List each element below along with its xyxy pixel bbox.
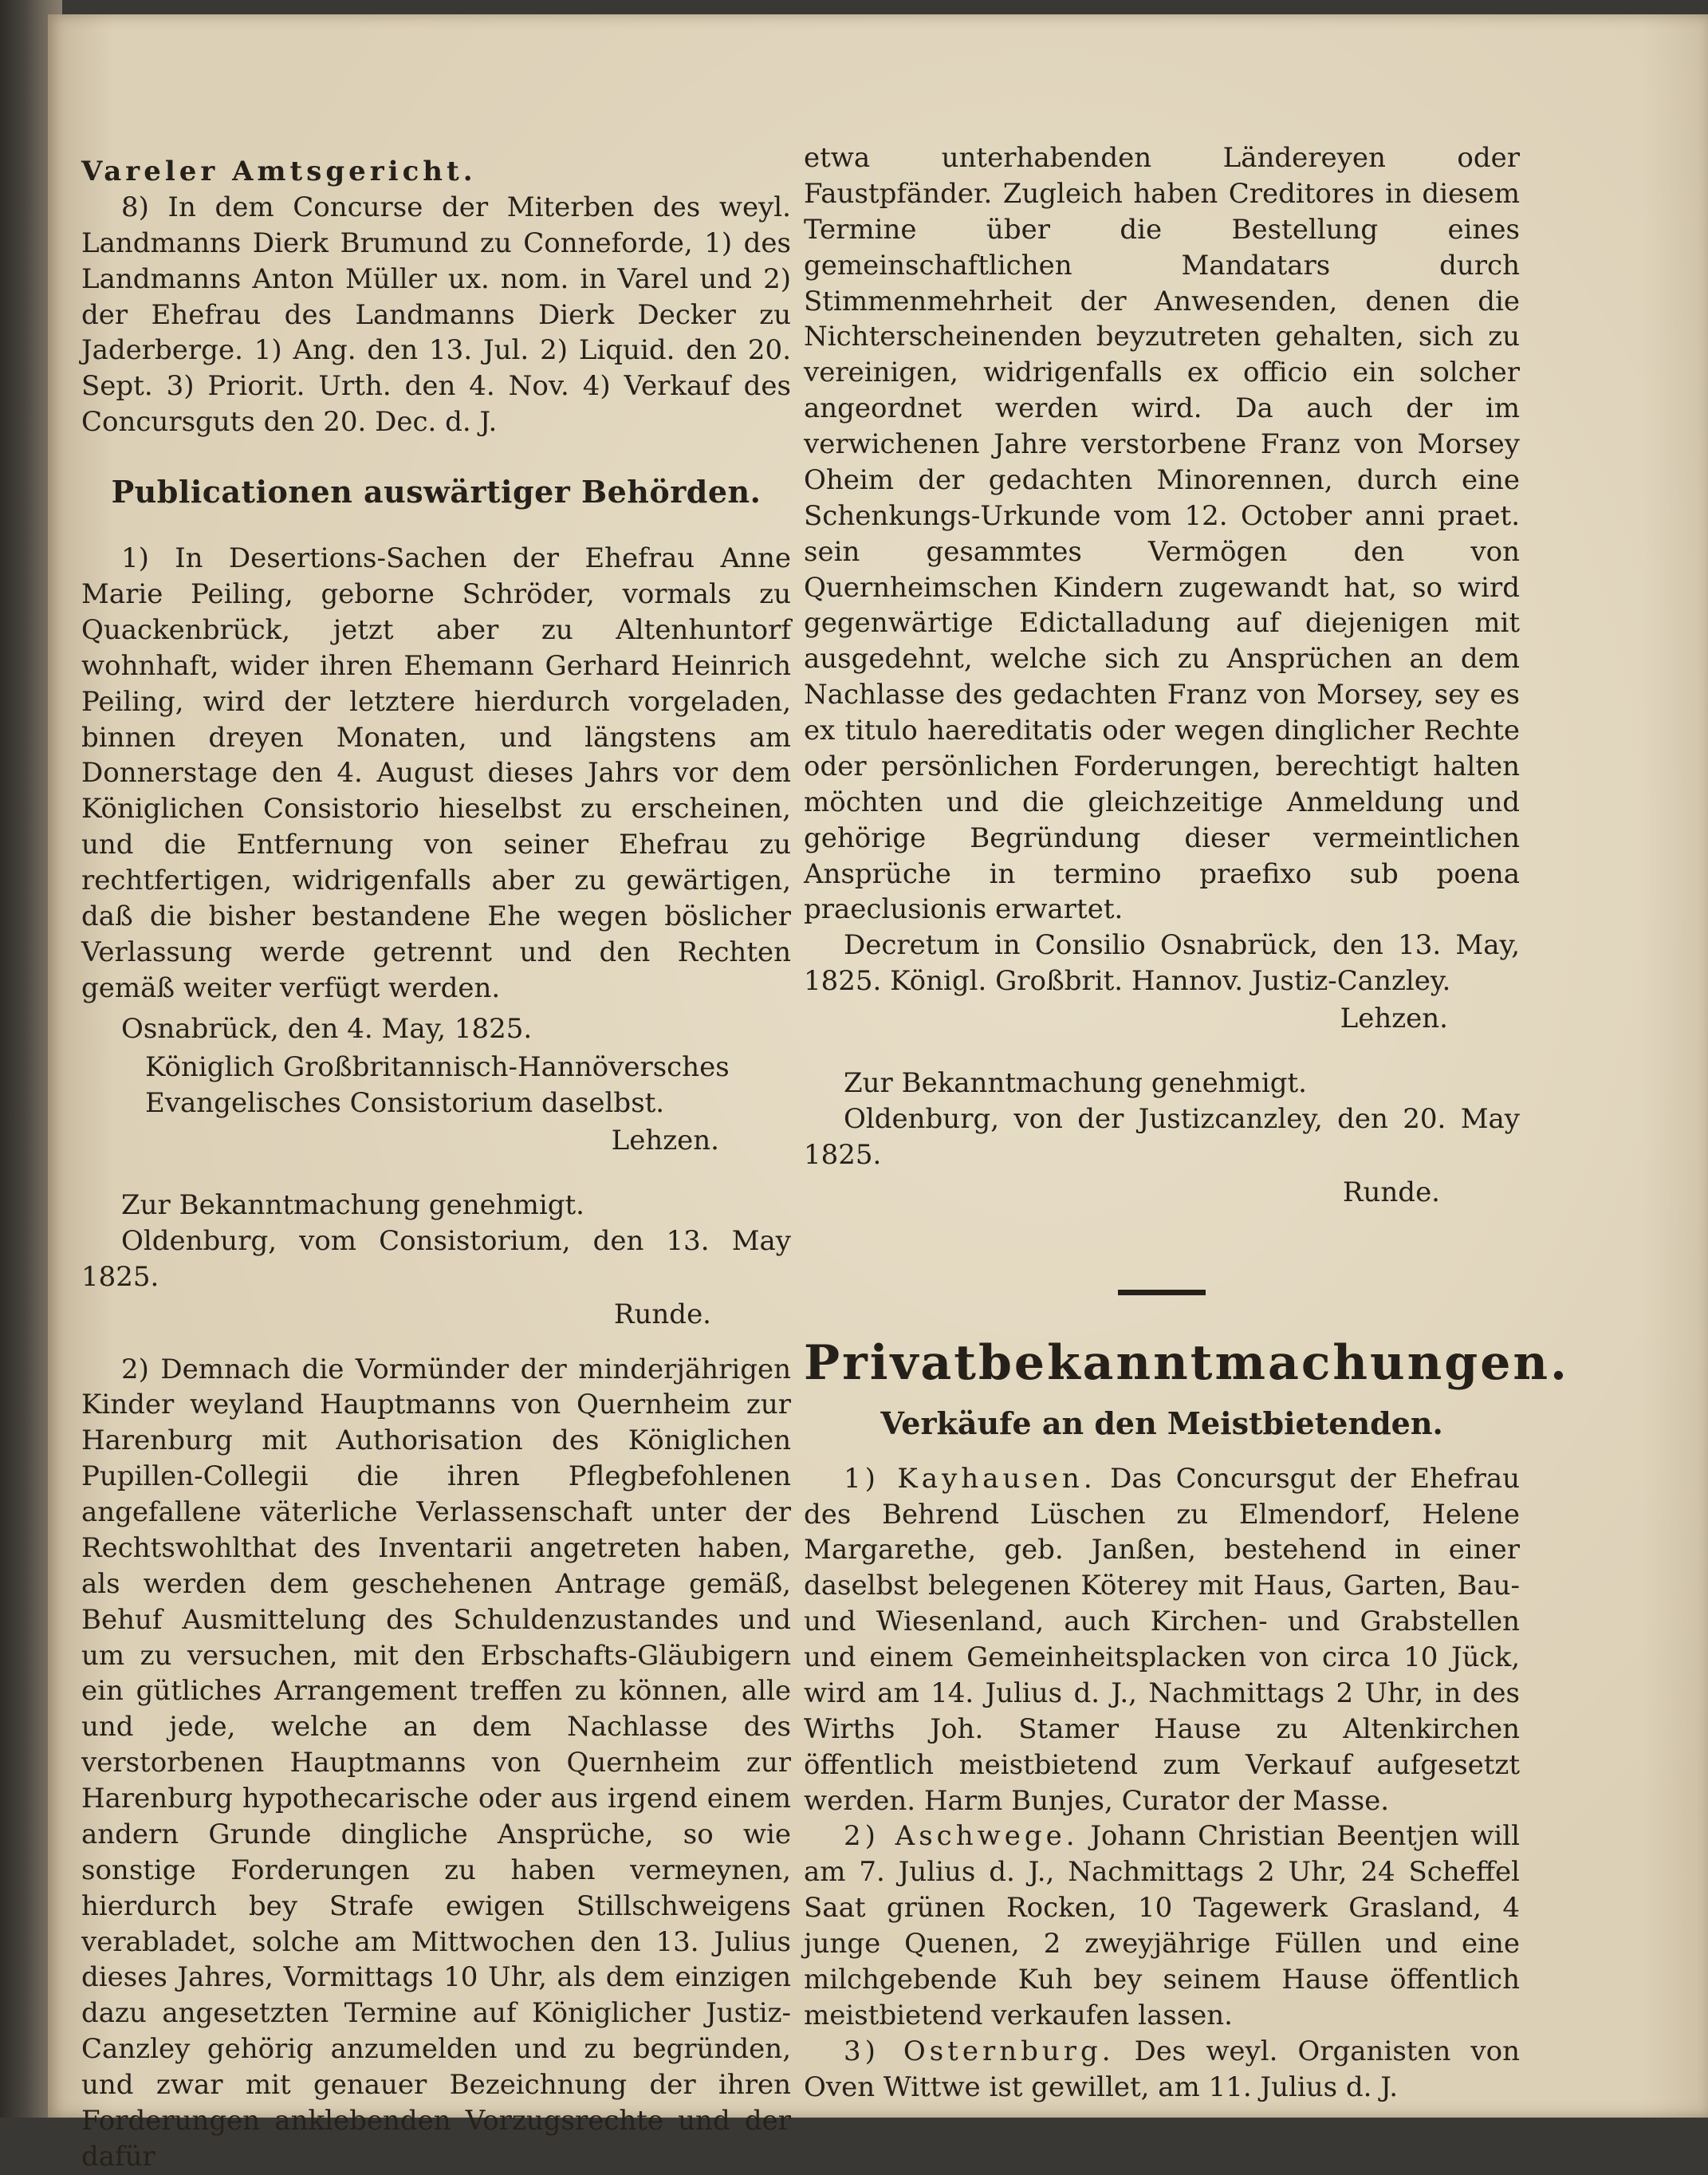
- court-heading: Vareler Amtsgericht.: [81, 156, 477, 187]
- sale-2-place: 2) Aschwege.: [844, 1820, 1079, 1853]
- approval-notice-1: Zur Bekanntmachung genehmigt.: [121, 1189, 584, 1222]
- paragraph-8: 8) In dem Concurse der Miterben des weyl. Landmanns Dierk Brumund zu Conneforde, 1) des Landmanns Anton Müller ux. nom. in Varel und 2) der Ehefrau des Landmanns Dierk Decker zu Jaderberge. 1) Ang. den 13. Jul. 2) Liquid. den 20. Sept. 3) Priorit. Urth. den 4. Nov. 4) Verkauf des Concursguts den 20. Dec. d. J.: [81, 191, 791, 439]
- right-column: [804, 140, 1569, 2105]
- auction-sales-heading: Verkäufe an den Meistbietenden.: [880, 1405, 1443, 1441]
- section-divider: [1118, 1290, 1206, 1295]
- decretum-signature: Lehzen.: [1340, 1003, 1448, 1034]
- document-page: [48, 14, 1708, 2173]
- sale-3-text: Des weyl. Organisten von Oven Wittwe ist gewillet, am 11. Julius d. J.: [804, 2035, 1520, 2103]
- section-heading: Publicationen auswärtiger Behörden.: [111, 474, 762, 510]
- sale-item-3: [804, 2034, 1520, 2106]
- paragraph-2-continued: etwa unterhabenden Ländereyen oder Faustpfänder. Zugleich haben Creditores in diesem Termine über die Bestellung eines gemeinschaftlichen Mandatars durch Stimmenmehrheit der Anwesenden, denen die Nichterscheinenden beyzutreten gehalten, sich zu vereinigen, widrigenfalls ex officio ein solcher angeordnet werden wird. Da auch der im verwichenen Jahre verstorbene Franz von Morsey Oheim der gedachten Minorennen, durch eine Schenkungs-Urkunde vom 12. October anni praet. sein gesammtes Vermögen den von Quernheimschen Kindern zugewandt hat, so wird gegenwärtige Edictalladung auf diejenigen mit ausgedehnt, welche sich zu Ansprüchen an dem Nachlasse des gedachten Franz von Morsey, sey es ex titulo haereditatis oder wegen dinglicher Rechte oder persönlichen Forderungen, berechtigt halten möchten und die gleichzeitige Anmeldung und gehörige Begründung dieser vermeintlichen Ansprüche in termino praefixo sub poena praeclusionis erwartet.: [804, 142, 1520, 926]
- sale-item-1: [804, 1461, 1520, 1819]
- approval-notice-2: Zur Bekanntmachung genehmigt.: [844, 1066, 1307, 1099]
- sale-item-2: [804, 1818, 1520, 2033]
- approval-notice-1-signature: Runde.: [613, 1298, 711, 1330]
- paragraph-1-dateline: Osnabrück, den 4. May, 1825.: [121, 1012, 533, 1045]
- sale-2-text: Johann Christian Beentjen will am 7. Julius d. J., Nachmittags 2 Uhr, 24 Scheffel Saat grünen Rocken, 10 Tagewerk Grasland, 4 junge Quenen, 2 zweyjährige Füllen und eine milchgebende Kuh bey seinem Hause öffentlich meistbietend verkaufen lassen.: [804, 1820, 1520, 2031]
- sale-3-place: 3) Osternburg.: [844, 2035, 1115, 2067]
- paragraph-1-issuer: Königlich Großbritannisch-Hannöversches Evangelisches Consistorium daselbst.: [145, 1051, 730, 1120]
- paragraph-2: 2) Demnach die Vormünder der minderjährigen Kinder weyland Hauptmanns von Quernheim zur Harenburg mit Authorisation des Königlichen Pupillen-Collegii die ihren Pflegbefohlenen angefallene väterliche Verlassenschaft unter der Rechtswohlthat des Inventarii angetreten haben, als werden dem geschehenen Antrage gemäß, Behuf Ausmittelung des Schuldenzustandes und um zu versuchen, mit den Erbschafts-Gläubigern ein gütliches Arrangement treffen zu können, alle und jede, welche an dem Nachlasse des verstorbenen Hauptmanns von Quernheim zur Harenburg hypothecarische oder aus irgend einem andern Grunde dingliche Ansprüche, so wie sonstige Forderungen zu haben vermeynen, hierdurch bey Strafe ewigen Stillschweigens verabladet, solche am Mittwochen den 13. Julius dieses Jahres, Vormittags 10 Uhr, als dem einzigen dazu angesetzten Termine auf Königlicher Justiz-Canzley gehörig anzumelden und zu begründen, und zwar mit genauer Bezeichnung der ihren Forderungen anklebenden Vorzugsrechte und der dafür: [81, 1353, 791, 2173]
- private-announcements-heading: Privatbekanntmachungen.: [804, 1335, 1569, 1392]
- left-column: [81, 154, 791, 2175]
- paragraph-1: 1) In Desertions-Sachen der Ehefrau Anne Marie Peiling, geborne Schröder, vormals zu Quackenbrück, jetzt aber zu Altenhuntorf wohnhaft, wider ihren Ehemann Gerhard Heinrich Peiling, wird der letztere hierdurch vorgeladen, binnen dreyen Monaten, und längstens am Donnerstage den 4. August dieses Jahrs vor dem Königlichen Consistorio hieselbst zu erscheinen, und die Entfernung von seiner Ehefrau zu rechtfertigen, widrigenfalls aber zu gewärtigen, daß die bisher bestandene Ehe wegen böslicher Verlassung werde getrennt und den Rechten gemäß weiter verfügt werden.: [81, 542, 791, 1004]
- approval-notice-2-line: Oldenburg, von der Justizcanzley, den 20. May 1825.: [804, 1102, 1520, 1171]
- sale-1-text: Das Concursgut der Ehefrau des Behrend Lüschen zu Elmendorf, Helene Margarethe, geb. Janßen, bestehend in einer daselbst belegenen Köterey mit Haus, Garten, Bau- und Wiesenland, auch Kirchen- und Grabstellen und einem Gemeinheitsplacken von circa 10 Jück, wird am 14. Julius d. J., Nachmittags 2 Uhr, in des Wirths Joh. Stamer Hause zu Altenkirchen öffentlich meistbietend zum Verkauf aufgesetzt werden. Harm Bunjes, Curator der Masse.: [804, 1462, 1520, 1817]
- paragraph-1-signature: Lehzen.: [611, 1125, 719, 1157]
- sale-1-place: 1) Kayhausen.: [844, 1462, 1096, 1495]
- approval-notice-2-signature: Runde.: [1342, 1176, 1440, 1208]
- decretum: Decretum in Consilio Osnabrück, den 13. May, 1825. Königl. Großbrit. Hannov. Justiz-Canzley.: [804, 929, 1520, 998]
- approval-notice-1-line: Oldenburg, vom Consistorium, den 13. May 1825.: [81, 1224, 791, 1293]
